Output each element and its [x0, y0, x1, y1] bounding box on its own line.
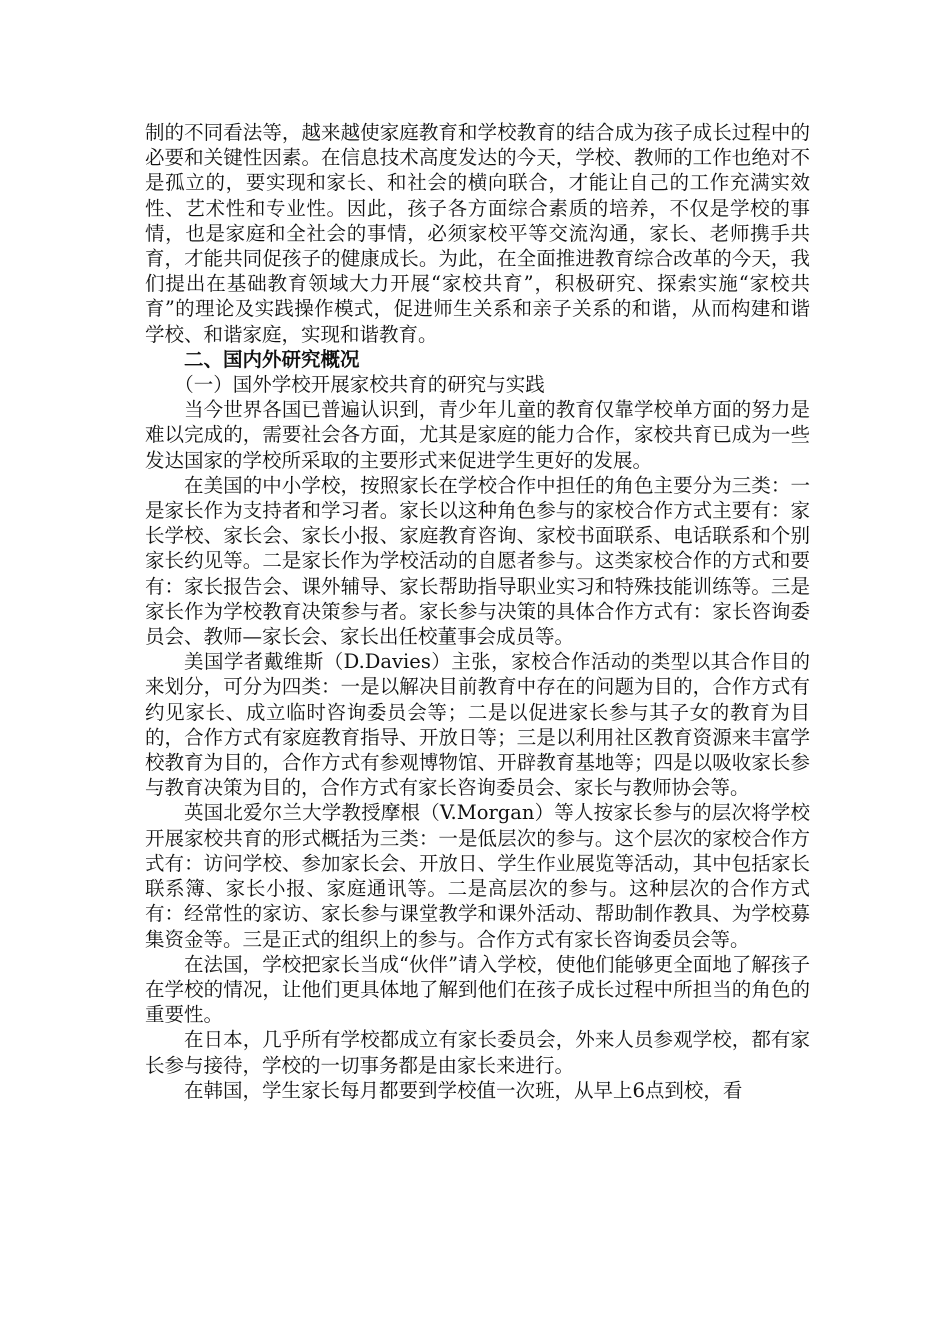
paragraph-davies: 美国学者戴维斯（D.Davies）主张，家校合作活动的类型以其合作目的来划分，可分为四类：一是以解决目前教育中存在的问题为目的，合作方式有约见家长、成立临时咨询委员会等；二是以促进家长参与其子女的教育为目的，合作方式有家庭教育指导、开放日等；三是以利用社区教育资源来丰富学校教育为目的，合作方式有参观博物馆、开辟教育基地等；四是以吸收家长参与教育决策为目的，合作方式有家长咨询委员会、家长与教师协会等。 [145, 650, 810, 800]
paragraph-intro: 当今世界各国已普遍认识到，青少年儿童的教育仅靠学校单方面的努力是难以完成的，需要社会各方面，尤其是家庭的能力合作，家校共育已成为一些发达国家的学校所采取的主要形式来促进学生更好的发展。 [145, 398, 810, 472]
document-body [145, 120, 810, 1103]
paragraph-continuation: 制的不同看法等，越来越使家庭教育和学校教育的结合成为孩子成长过程中的必要和关键性因素。在信息技术高度发达的今天，学校、教师的工作也绝对不是孤立的，要实现和家长、和社会的横向联合，才能让自己的工作充满实效性、艺术性和专业性。因此，孩子各方面综合素质的培养，不仅是学校的事情，也是家庭和全社会的事情，必须家校平等交流沟通，家长、老师携手共育，才能共同促孩子的健康成长。为此，在全面推进教育综合改革的今天，我们提出在基础教育领域大力开展“家校共育”，积极研究、探索实施“家校共育”的理论及实践操作模式，促进师生关系和亲子关系的和谐，从而构建和谐学校、和谐家庭，实现和谐教育。 [145, 121, 810, 346]
paragraph-usa: 在美国的中小学校，按照家长在学校合作中担任的角色主要分为三类：一是家长作为支持者和学习者。家长以这种角色参与的家校合作方式主要有：家长学校、家长会、家长小报、家庭教育咨询、家校书面联系、电话联系和个别家长约见等。二是家长作为学校活动的自愿者参与。这类家校合作的方式和要有：家长报告会、课外辅导、家长帮助指导职业实习和特殊技能训练等。三是家长作为学校教育决策参与者。家长参与决策的具体合作方式有：家长咨询委员会、教师—家长会、家长出任校董事会成员等。 [145, 473, 810, 649]
paragraph-japan: 在日本，几乎所有学校都成立有家长委员会，外来人员参观学校，都有家长参与接待，学校的一切事务都是由家长来进行。 [145, 1028, 810, 1077]
subsection-heading: （一）国外学校开展家校共育的研究与实践 [174, 373, 545, 397]
paragraph-france: 在法国，学校把家长当成“伙伴”请入学校，使他们能够更全面地了解孩子在学校的情况，让他们更具体地了解到他们在孩子成长过程中所担当的角色的重要性。 [145, 952, 810, 1027]
paragraph-uk: 英国北爱尔兰大学教授摩根（V.Morgan）等人按家长参与的层次将学校开展家校共育的形式概括为三类：一是低层次的参与。这个层次的家校合作方式有：访问学校、参加家长会、开放日、学生作业展览等活动，其中包括家长联系簿、家长小报、家庭通讯等。二是高层次的参与。这种层次的合作方式有：经常性的家访、家长参与课堂教学和课外活动、帮助制作教具、为学校募集资金等。三是正式的组织上的参与。合作方式有家长咨询委员会等。 [145, 801, 810, 951]
paragraph-korea: 在韩国，学生家长每月都要到学校值一次班，从早上6点到校，看 [184, 1078, 743, 1102]
section-heading: 二、国内外研究概况 [184, 347, 360, 371]
